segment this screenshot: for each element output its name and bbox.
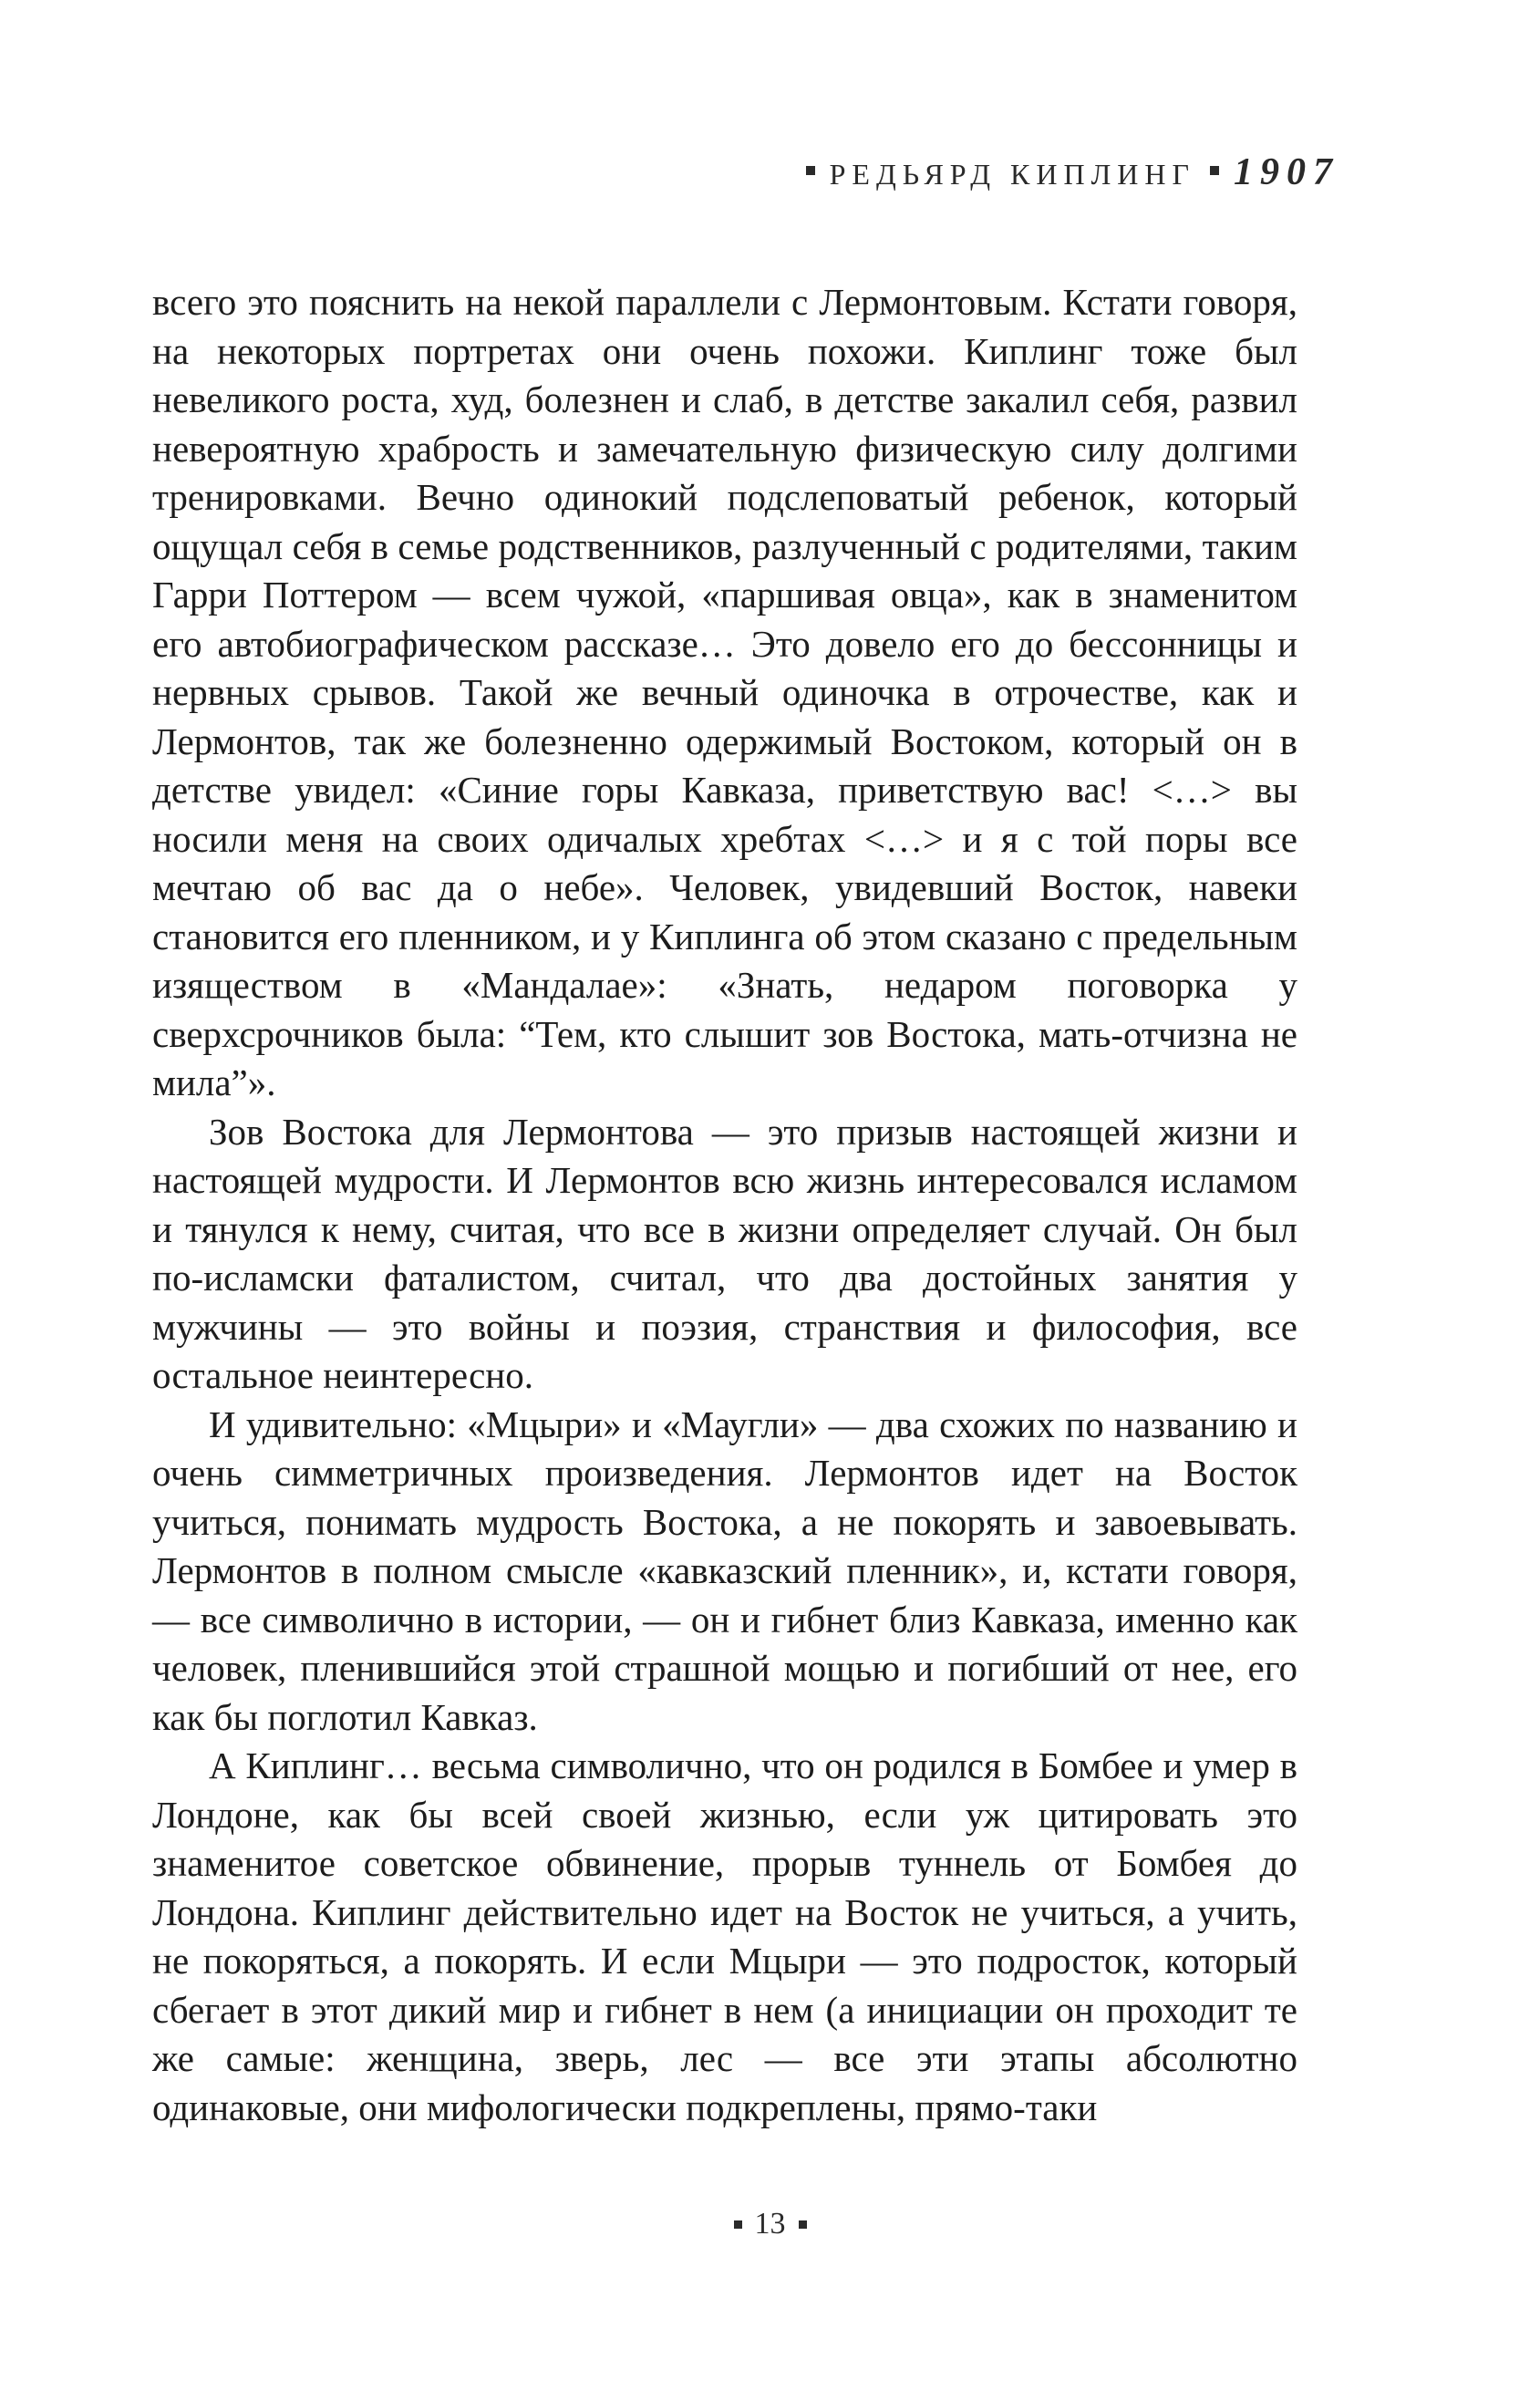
page-number: 13 [754, 2207, 786, 2241]
header-author: РЕДЬЯРД КИПЛИНГ [829, 158, 1195, 191]
paragraph-1: всего это пояснить на некой параллели с Лермонтовым. Кстати говоря, на некоторых портретах они очень похожи. Киплинг тоже был невеликого роста, худ, болезнен и слаб, в детстве закалил себя, развил невероятную храбрость и замечательную физическую силу долгими тренировками. Вечно одинокий подслеповатый ребенок, который ощущал себя в семье родственников, разлученный с родителями, таким Гарри Поттером — всем чужой, «паршивая овца», как в знаменитом его автобиографическом рассказе… Это довело его до бессонницы и нервных срывов. Такой же вечный одиночка в отрочестве, как и Лермонтов, так же болезненно одержимый Востоком, который он в детстве увидел: «Синие горы Кавказа, приветствую вас! <…> вы носили меня на своих одичалых хребтах <…> и я с той поры все мечтаю об вас да о небе». Человек, увидевший Восток, навеки становится его пленником, и у Киплинга об этом сказано с предельным изяществом в «Мандалае»: «Знать, недаром поговорка у сверхсрочников была: “Тем, кто слышит зов Востока, мать-отчизна не мила”». [152, 281, 1297, 1103]
header-year: 1907 [1234, 151, 1339, 193]
header-bullet-left [806, 166, 815, 175]
header-bullet-right [1210, 166, 1219, 175]
running-header [806, 150, 1339, 194]
paragraph-3: И удивительно: «Мцыри» и «Маугли» — два схожих по названию и очень симметричных произведения. Лермонтов идет на Восток учиться, понимать мудрость Востока, а не покорять и завоевывать. Лермонтов в полном смысле «кавказский пленник», и, кстати говоря, — все символично в истории, — он и гибнет близ Кавказа, именно как человек, пленившийся этой страшной мощью и погибший от нее, его как бы поглотил Кавказ. [152, 1403, 1297, 1738]
body-text [152, 278, 1297, 2132]
paragraph-2: Зов Востока для Лермонтова — это призыв настоящей жизни и настоящей мудрости. И Лермонтов всю жизнь интересовался исламом и тянулся к нему, считая, что все в жизни определяет случай. Он был по-исламски фаталистом, считал, что два достойных занятия у мужчины — это войны и поэзия, странствия и философия, все остальное неинтересно. [152, 1110, 1297, 1396]
footer-bullet-right [799, 2220, 807, 2229]
page-footer [0, 2207, 1540, 2241]
paragraph-4: А Киплинг… весьма символично, что он родился в Бомбее и умер в Лондоне, как бы всей своей жизнью, если уж цитировать это знаменитое советское обвинение, прорыв туннель от Бомбея до Лондона. Киплинг действительно идет на Восток не учиться, а учить, не покоряться, а покорять. И если Мцыри — это подросток, который сбегает в этот дикий мир и гибнет в нем (а инициации он проходит те же самые: женщина, зверь, лес — все эти этапы абсолютно одинаковые, они мифологически подкреплены, прямо-таки [152, 1744, 1297, 2128]
footer-bullet-left [734, 2220, 742, 2229]
